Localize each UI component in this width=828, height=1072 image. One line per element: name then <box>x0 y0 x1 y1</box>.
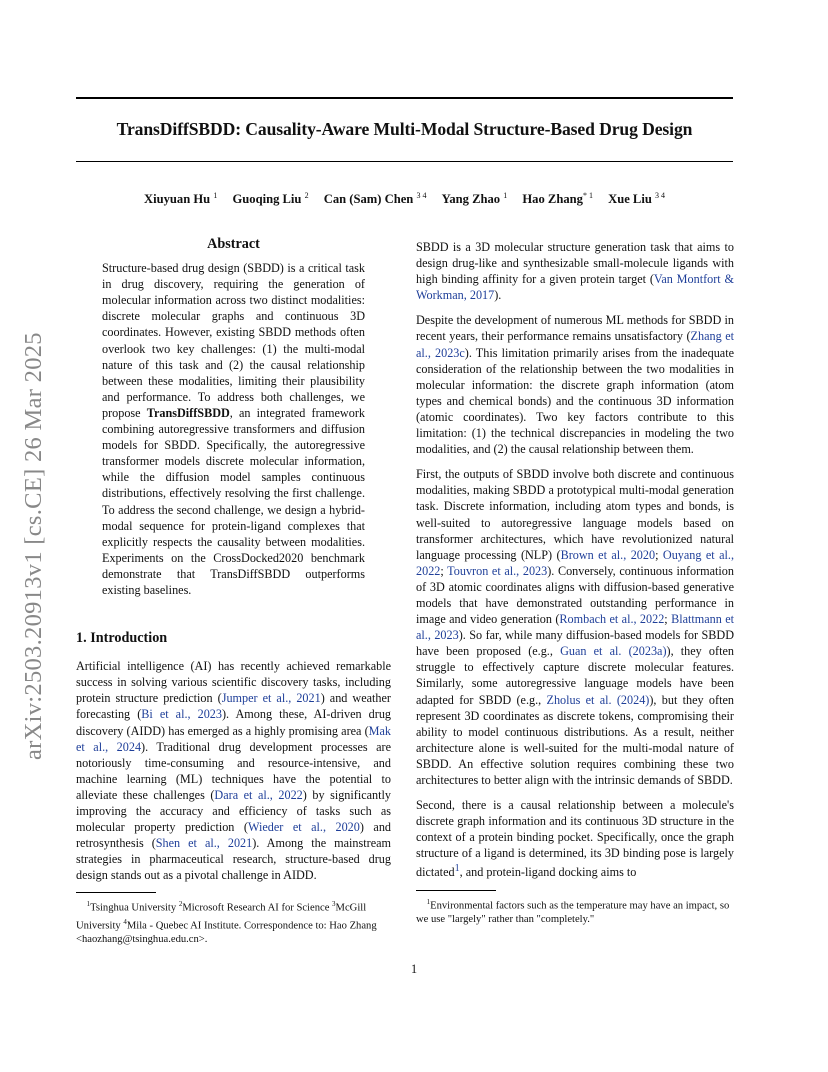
author-list <box>76 191 733 207</box>
citation-link[interactable]: Jumper et al., 2021 <box>221 691 321 706</box>
citation-link[interactable]: Shen et al., 2021 <box>155 836 253 851</box>
body-paragraph: Second, there is a causal relationship between a molecule's discrete graph information and its continuous 3D structure in the context of a protein binding pocket. Specifically, once the graph structure of a ligand is determined, its 3D binding pose is largely dictated$^1$, and protein-ligand docking aims to <box>416 798 734 880</box>
author: Guoqing Liu $^2$ <box>232 191 309 207</box>
citation-link[interactable]: Zholus et al. (2024) <box>546 692 650 707</box>
author: Xiuyuan Hu $^1$ <box>144 191 218 207</box>
citation-link[interactable]: Zhang et al., 2023c <box>416 329 734 360</box>
footnote: $^1$Environmental factors such as the temperature may have an impact, so we use "largely" rather than "completely." <box>416 897 730 925</box>
author: Yang Zhao $^1$ <box>441 191 508 207</box>
footnote-divider <box>76 892 156 893</box>
citation-link[interactable]: Touvron et al., 2023 <box>447 563 548 578</box>
left-column <box>76 236 391 946</box>
author: Xue Liu $^{3 4}$ <box>608 191 665 207</box>
citation-link[interactable]: Bi et al., 2023 <box>141 707 222 722</box>
footnote-divider <box>416 890 496 891</box>
citation-link[interactable]: Van Montfort & Workman, 2017 <box>416 272 734 303</box>
author: Can (Sam) Chen $^{3 4}$ <box>323 191 427 207</box>
body-paragraph: First, the outputs of SBDD involve both discrete and continuous modalities, making SBDD a prototypical multi-modal generation task. Discrete information, including atom types and bonds, is well-suited to autoregressive language models based on transformer architectures, which have revolutionized natural language processing (NLP) (Brown et al., 2020; Ouyang et al., 2022; Touvron et al., 2023). Conversely, continuous information of 3D atomic coordinates aligns with diffusion-based generative models that have demonstrated outstanding performance in image and video generation (Rombach et al., 2022; Blattmann et al., 2023). So far, while many diffusion-based models for SBDD have been proposed (e.g., Guan et al. (2023a)), they often struggle to effectively capture discrete molecular features. Similarly, some autoregressive language models have been adapted for SBDD (e.g., Zholus et al. (2024)), but they often represent 3D coordinates as discrete tokens, compromising their ability to model continuous distributions. As a result, neither architecture alone is well-suited for the multi-modal nature of SBDD. An effective solution requires combining these two architectures to better align with the intrinsic demands of SBDD. <box>416 467 734 787</box>
title-bottom-rule <box>76 161 733 162</box>
body-paragraph: SBDD is a 3D molecular structure generation task that aims to design drug-like and synthesizable small-molecule ligands with high binding affinity for a given protein target (Van Montfort & Workman, 2017). <box>416 240 734 303</box>
section-heading-introduction: 1. Introduction <box>76 630 168 647</box>
body-paragraph: Despite the development of numerous ML methods for SBDD in recent years, their performance remains unsatisfactory (Zhang et al., 2023c). This limitation primarily arises from the inadequate consideration of the relationship between the two modalities in molecular information: the discrete graph information (atom types and chemical bonds) and the continuous 3D information (atomic coordinates). Two key factors contribute to this limitation: (1) the technical discrepancies in modeling the two modalities, and (2) the causal relationship between them. <box>416 313 734 457</box>
citation-link[interactable]: Mak et al., 2024 <box>76 723 391 754</box>
citation-link[interactable]: Guan et al. (2023a) <box>560 644 667 659</box>
paper-title: TransDiffSBDD: Causality-Aware Multi-Modal Structure-Based Drug Design <box>116 119 693 139</box>
abstract-heading: Abstract <box>207 236 260 252</box>
right-column <box>416 239 734 926</box>
footnote-reference[interactable]: 1 <box>454 863 460 875</box>
arxiv-identifier-stamp[interactable]: arXiv:2503.20913v1 [cs.CE] 26 Mar 2025 <box>20 332 47 760</box>
page-number: 1 <box>410 962 418 976</box>
title-top-rule <box>76 97 733 99</box>
citation-link[interactable]: Dara et al., 2022 <box>214 787 303 802</box>
citation-link[interactable]: Ouyang et al., 2022 <box>416 547 734 578</box>
abstract-body: Structure-based drug design (SBDD) is a critical task in drug discovery, requiring the generation of molecular information across two distinct modalities: discrete molecular graphs and continuous 3D coordinates. However, existing SBDD methods often overlook two key challenges: (1) the multi-modal nature of this task and (2) the causal relationship between these modalities, limiting their plausibility and performance. To address both challenges, we propose TransDiffSBDD, an integrated framework combining autoregressive transformers and diffusion models for SBDD. Specifically, the autoregressive transformer models discrete molecular information, while the diffusion model samples continuous distributions, effectively resolving the first challenge. To address the second challenge, we design a hybrid-modal sequence for protein-ligand complexes that explicitly respects the causality between modalities. Experiments on the CrossDocked2020 benchmark demonstrate that TransDiffSBDD outperforms existing baselines. <box>102 261 365 597</box>
citation-link[interactable]: Rombach et al., 2022 <box>559 612 665 627</box>
intro-paragraph: Artificial intelligence (AI) has recently achieved remarkable success in solving various scientific discovery tasks, including protein structure prediction (Jumper et al., 2021) and weather forecasting (Bi et al., 2023). Among these, AI-driven drug discovery (AIDD) has emerged as a highly promising area (Mak et al., 2024). Traditional drug development processes are notoriously time-consuming and resource-intensive, and machine learning (ML) techniques have the potential to alleviate these challenges (Dara et al., 2022) by significantly improving the accuracy and efficiency of tasks such as molecular property prediction (Wieder et al., 2020) and retrosynthesis (Shen et al., 2021). Among the mainstream strategies in pharmaceutical research, structure-based drug design stands out as a pivotal challenge in AIDD. <box>76 659 392 883</box>
citation-link[interactable]: Wieder et al., 2020 <box>247 820 360 835</box>
author: Hao Zhang$^{* 1}$ <box>522 191 593 207</box>
citation-link[interactable]: Blattmann et al., 2023 <box>416 612 734 643</box>
affiliation-footnote: $^1$Tsinghua University $^2$Microsoft Research AI for Science $^3$McGill University $^4$Mila - Quebec AI Institute. Correspondence to: Hao Zhang <haozhang@tsinghua.edu.cn>. <box>76 900 377 945</box>
method-name: TransDiffSBDD <box>146 405 230 420</box>
citation-link[interactable]: Brown et al., 2020 <box>560 547 656 562</box>
